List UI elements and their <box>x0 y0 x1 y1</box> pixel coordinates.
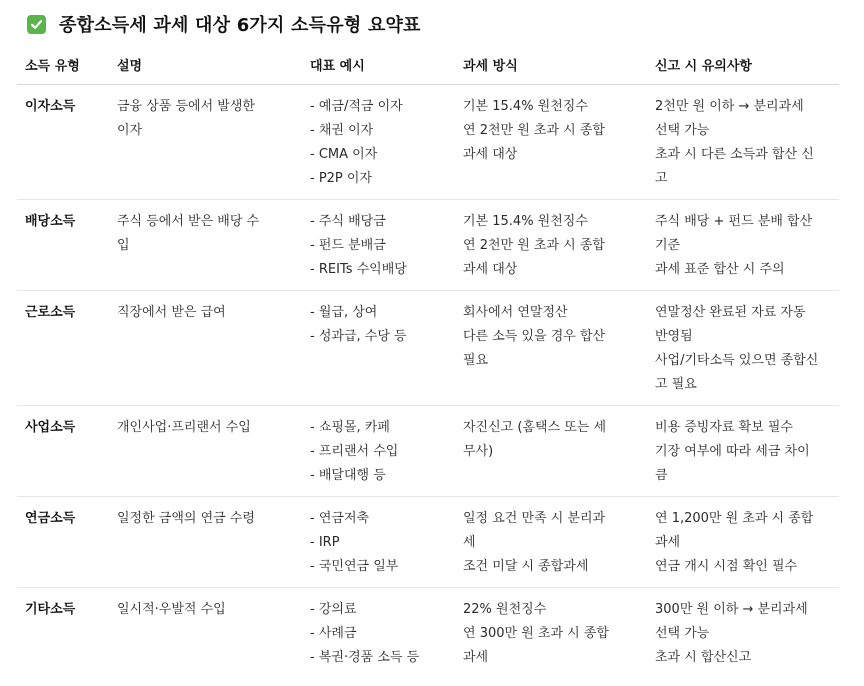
filing-notes-cell-line: 반영됨 <box>655 329 693 344</box>
filing-notes-cell-line: 연말정산 완료된 자료 자동 <box>655 305 806 320</box>
table-row <box>17 200 839 291</box>
tax-method-cell-line: 자진신고 (홈택스 또는 세 <box>463 420 607 435</box>
filing-notes-cell <box>647 200 839 291</box>
examples-cell-line: - 성과급, 수당 등 <box>310 329 407 344</box>
filing-notes-cell-line: 고 필요 <box>655 377 697 392</box>
tax-method-cell-line: 연 2천만 원 초과 시 종합 <box>463 123 605 138</box>
filing-notes-cell-line: 큼 <box>655 468 668 483</box>
examples-cell-line: - 연금저축 <box>310 511 370 526</box>
header-description: 설명 <box>109 46 302 85</box>
filing-notes-cell-line: 과세 <box>655 535 681 550</box>
examples-cell-line: - 배달대행 등 <box>310 468 386 483</box>
tax-method-cell <box>455 497 647 588</box>
income-type-cell: 기타소득 <box>25 602 76 617</box>
tax-method-cell <box>455 291 647 406</box>
tax-method-cell-line: 과세 <box>463 650 489 665</box>
examples-cell <box>302 85 455 200</box>
filing-notes-cell-line: 300만 원 이하 → 분리과세 <box>655 602 808 617</box>
examples-cell-line: - 국민연금 일부 <box>310 559 399 574</box>
description-cell <box>109 200 302 291</box>
tax-method-cell-line: 필요 <box>463 353 489 368</box>
income-type-cell: 사업소득 <box>17 406 109 497</box>
filing-notes-cell-line: 선택 가능 <box>655 123 710 138</box>
income-type-cell: 연금소득 <box>17 497 109 588</box>
examples-cell-line: - 강의료 <box>310 602 357 617</box>
examples-cell-line: - REITs 수익배당 <box>310 262 407 277</box>
tax-method-cell-line: 연 2천만 원 초과 시 종합 <box>463 238 605 253</box>
description-cell <box>109 497 302 588</box>
description-cell-line: 입 <box>117 238 130 253</box>
filing-notes-cell-line: 주식 배당 + 펀드 분배 합산 <box>655 214 813 229</box>
examples-cell <box>302 406 455 497</box>
tax-method-cell-line: 기본 15.4% 원천징수 <box>463 99 588 114</box>
tax-method-cell <box>455 85 647 200</box>
examples-cell <box>302 588 455 679</box>
header-examples: 대표 예시 <box>302 46 455 85</box>
filing-notes-cell-line: 과세 표준 합산 시 주의 <box>655 262 785 277</box>
tax-method-cell-line: 조건 미달 시 종합과세 <box>463 559 589 574</box>
filing-notes-cell <box>647 85 839 200</box>
income-type-cell: 근로소득 <box>17 291 109 406</box>
examples-cell-line: - IRP <box>310 535 340 550</box>
tax-method-cell-line: 연 300만 원 초과 시 종합 <box>463 626 609 641</box>
filing-notes-cell-line: 연금 개시 시점 확인 필수 <box>655 559 798 574</box>
tax-method-cell-line: 무사) <box>463 444 494 459</box>
filing-notes-cell-line: 선택 가능 <box>655 626 710 641</box>
tax-method-cell <box>455 588 647 679</box>
examples-cell-line: - 사례금 <box>310 626 357 641</box>
table-row <box>17 85 839 200</box>
description-cell <box>109 291 302 406</box>
filing-notes-cell <box>647 588 839 679</box>
examples-cell-line: - 예금/적금 이자 <box>310 99 403 114</box>
tax-method-cell-line: 22% 원천징수 <box>463 602 547 617</box>
tax-method-cell-line: 회사에서 연말정산 <box>463 305 568 320</box>
description-cell-line: 개인사업·프리랜서 수입 <box>117 420 251 435</box>
examples-cell-line: - 프리랜서 수입 <box>310 444 399 459</box>
examples-cell <box>302 200 455 291</box>
tax-method-cell <box>455 406 647 497</box>
income-type-cell: 이자소득 <box>17 85 109 200</box>
filing-notes-cell-line: 기준 <box>655 238 681 253</box>
tax-method-cell-line: 기본 15.4% 원천징수 <box>463 214 588 229</box>
filing-notes-cell-line: 기장 여부에 따라 세금 차이 <box>655 444 810 459</box>
description-cell-line: 금융 상품 등에서 발생한 <box>117 99 255 114</box>
filing-notes-cell-line: 고 <box>655 171 668 186</box>
tax-method-cell-line: 과세 대상 <box>463 147 518 162</box>
tax-method-cell-line: 일정 요건 만족 시 분리과 <box>463 511 606 526</box>
table-row <box>17 497 839 588</box>
description-cell-line: 주식 등에서 받은 배당 수 <box>117 214 260 229</box>
examples-cell <box>302 497 455 588</box>
examples-cell-line: - CMA 이자 <box>310 147 378 162</box>
filing-notes-cell <box>647 406 839 497</box>
description-cell-line: 일시적·우발적 수입 <box>117 602 226 617</box>
examples-cell-line: - 쇼핑몰, 카페 <box>310 420 390 435</box>
tax-method-cell-line: 세 <box>463 535 476 550</box>
description-cell <box>109 588 302 679</box>
income-type-cell: 배당소득 <box>17 200 109 291</box>
description-cell-line: 이자 <box>117 123 143 138</box>
filing-notes-cell-line: 비용 증빙자료 확보 필수 <box>655 420 793 435</box>
description-cell <box>109 85 302 200</box>
header-tax-method: 과세 방식 <box>455 46 647 85</box>
description-cell-line: 일정한 금액의 연금 수령 <box>117 511 255 526</box>
header-income-type: 소득 유형 <box>17 46 109 85</box>
table-header-row <box>17 46 839 85</box>
examples-cell-line: - 복권·경품 소득 등 <box>310 650 420 665</box>
examples-cell-line: - 월급, 상여 <box>310 305 378 320</box>
tax-method-cell <box>455 200 647 291</box>
filing-notes-cell-line: 초과 시 합산신고 <box>655 650 752 665</box>
filing-notes-cell <box>647 497 839 588</box>
income-type-table <box>17 46 839 678</box>
table-row <box>17 588 839 679</box>
filing-notes-cell <box>647 291 839 406</box>
examples-cell-line: - 주식 배당금 <box>310 214 386 229</box>
examples-cell-line: - 펀드 분배금 <box>310 238 386 253</box>
title-row <box>27 10 421 38</box>
table-row <box>17 406 839 497</box>
examples-cell <box>302 291 455 406</box>
filing-notes-cell-line: 초과 시 다른 소득과 합산 신 <box>655 147 814 162</box>
description-cell <box>109 406 302 497</box>
filing-notes-cell-line: 사업/기타소득 있으면 종합신 <box>655 353 819 368</box>
filing-notes-cell-line: 2천만 원 이하 → 분리과세 <box>655 99 804 114</box>
check-mark-icon <box>27 15 46 34</box>
header-filing-notes: 신고 시 유의사항 <box>647 46 839 85</box>
page-title: 종합소득세 과세 대상 6가지 소득유형 요약표 <box>59 15 421 36</box>
examples-cell-line: - 채권 이자 <box>310 123 374 138</box>
examples-cell-line: - P2P 이자 <box>310 171 373 186</box>
description-cell-line: 직장에서 받은 급여 <box>117 305 226 320</box>
tax-method-cell-line: 과세 대상 <box>463 262 518 277</box>
tax-method-cell-line: 다른 소득 있을 경우 합산 <box>463 329 606 344</box>
filing-notes-cell-line: 연 1,200만 원 초과 시 종합 <box>655 511 814 526</box>
table-row <box>17 291 839 406</box>
